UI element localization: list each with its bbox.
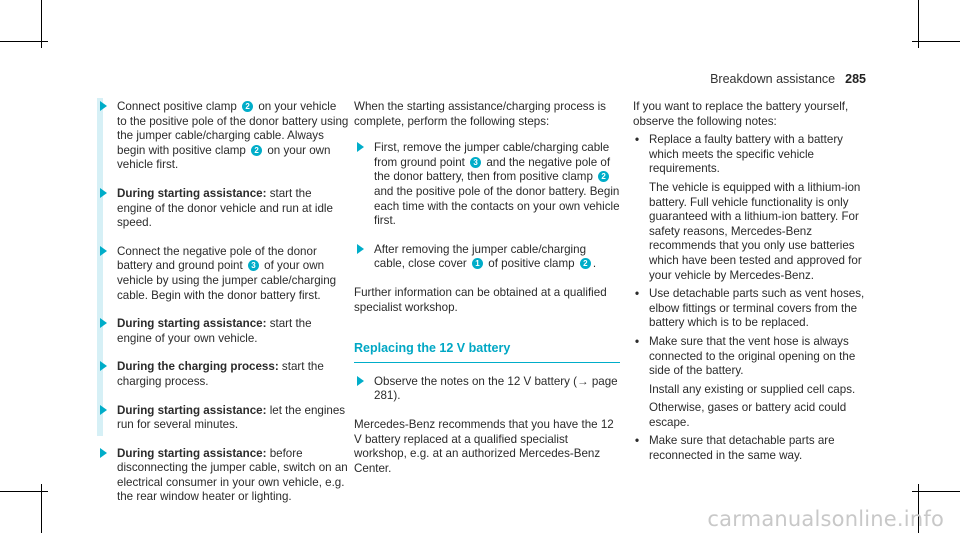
bullet-icon: •	[635, 133, 640, 147]
step-arrow-icon	[100, 188, 107, 198]
step-item: During the charging process: start the charging process.	[97, 360, 349, 389]
callout-number: 2	[580, 258, 591, 269]
callout-number: 3	[248, 260, 259, 271]
section-heading: Replacing the 12 V battery	[354, 341, 620, 363]
step-item: During starting assistance: start the engine of the donor vehicle and run at idle speed.	[97, 187, 349, 231]
section-title: Breakdown assistance	[710, 72, 836, 86]
callout-number: 1	[472, 258, 483, 269]
column-3	[633, 100, 865, 468]
step-item: Connect the negative pole of the donor battery and ground point 3 of your own vehicle by using the jumper cable/charging cable. Begin with the donor battery first.	[97, 245, 349, 303]
crop-mark	[0, 491, 48, 492]
recommendation-paragraph: Mercedes-Benz recommends that you have the 12 V battery replaced at a qualified specialist workshop, e.g. at an authorized Mercedes-Benz Center.	[354, 417, 614, 475]
step-item: During starting assistance: start the engine of your own vehicle.	[97, 317, 349, 346]
crop-mark	[912, 41, 960, 42]
info-paragraph: Further information can be obtained at a qualified specialist workshop.	[354, 285, 607, 314]
bullet-icon: •	[635, 434, 640, 448]
step-item: After removing the jumper cable/charging cable, close cover 1 of positive clamp 2 .	[354, 243, 620, 272]
watermark: carmanualsonline.info	[707, 507, 944, 531]
page-reference-arrow: →	[577, 374, 589, 388]
bullet-item: • Make sure that the vent hose is always connected to the original opening on the side of the battery. Install any existing or supplied cell caps. Otherwise, gases or battery acid could escape.	[635, 334, 856, 429]
callout-number: 3	[470, 157, 481, 168]
bullet-item: • Make sure that detachable parts are reconnected in the same way.	[635, 434, 835, 463]
bullet-icon: •	[635, 287, 640, 301]
bullet-item: • Replace a faulty battery with a battery which meets the specific vehicle requirements. The vehicle is equipped with a lithium-ion battery. Full vehicle functionality is only guaranteed with a lithium-ion battery. For safety reasons, Mercedes-Benz recommends that you only use batteries which have been tested and approved for your vehicle by Mercedes-Benz.	[635, 133, 862, 282]
page-header	[710, 72, 866, 86]
callout-number: 2	[251, 145, 262, 156]
step-arrow-icon	[100, 246, 107, 256]
step-item: During starting assistance: before disconnecting the jumper cable, switch on an electrical consumer in your own vehicle, e.g. the rear window heater or lighting.	[97, 447, 349, 505]
intro-paragraph: If you want to replace the battery yourself, observe the following notes:	[633, 100, 849, 128]
intro-paragraph: When the starting assistance/charging process is complete, perform the following steps:	[354, 100, 606, 128]
step-arrow-icon	[100, 101, 107, 111]
page-reference-link[interactable]: page 281).	[374, 374, 618, 403]
step-arrow-icon	[357, 142, 364, 152]
step-item: First, remove the jumper cable/charging cable from ground point 3 and the negative pole of the donor battery, then from positive clamp 2 and the positive pole of the donor battery. Begin each time with the contacts on your own vehicle first.	[354, 141, 620, 229]
callout-number: 2	[598, 171, 609, 182]
crop-mark	[912, 491, 960, 492]
step-arrow-icon	[100, 405, 107, 415]
bullet-icon: •	[635, 334, 640, 348]
step-arrow-icon	[357, 244, 364, 254]
step-item: Connect positive clamp 2 on your vehicle to the positive pole of the donor battery using the jumper cable/charging cable. Always begin with positive clamp 2 on your own vehicle first.	[97, 100, 349, 173]
column-2	[354, 100, 620, 488]
step-arrow-icon	[100, 448, 107, 458]
step-arrow-icon	[357, 376, 364, 386]
step-arrow-icon	[100, 361, 107, 371]
page-number: 285	[845, 72, 866, 86]
step-item: Observe the notes on the 12 V battery (→ page 281).	[354, 375, 620, 404]
callout-number: 2	[242, 101, 253, 112]
bullet-item: • Use detachable parts such as vent hoses, elbow fittings or terminal covers from the battery which is to be replaced.	[635, 287, 865, 330]
crop-mark	[0, 41, 48, 42]
column-1	[97, 100, 349, 519]
step-item: During starting assistance: let the engines run for several minutes.	[97, 404, 349, 433]
step-arrow-icon	[100, 318, 107, 328]
